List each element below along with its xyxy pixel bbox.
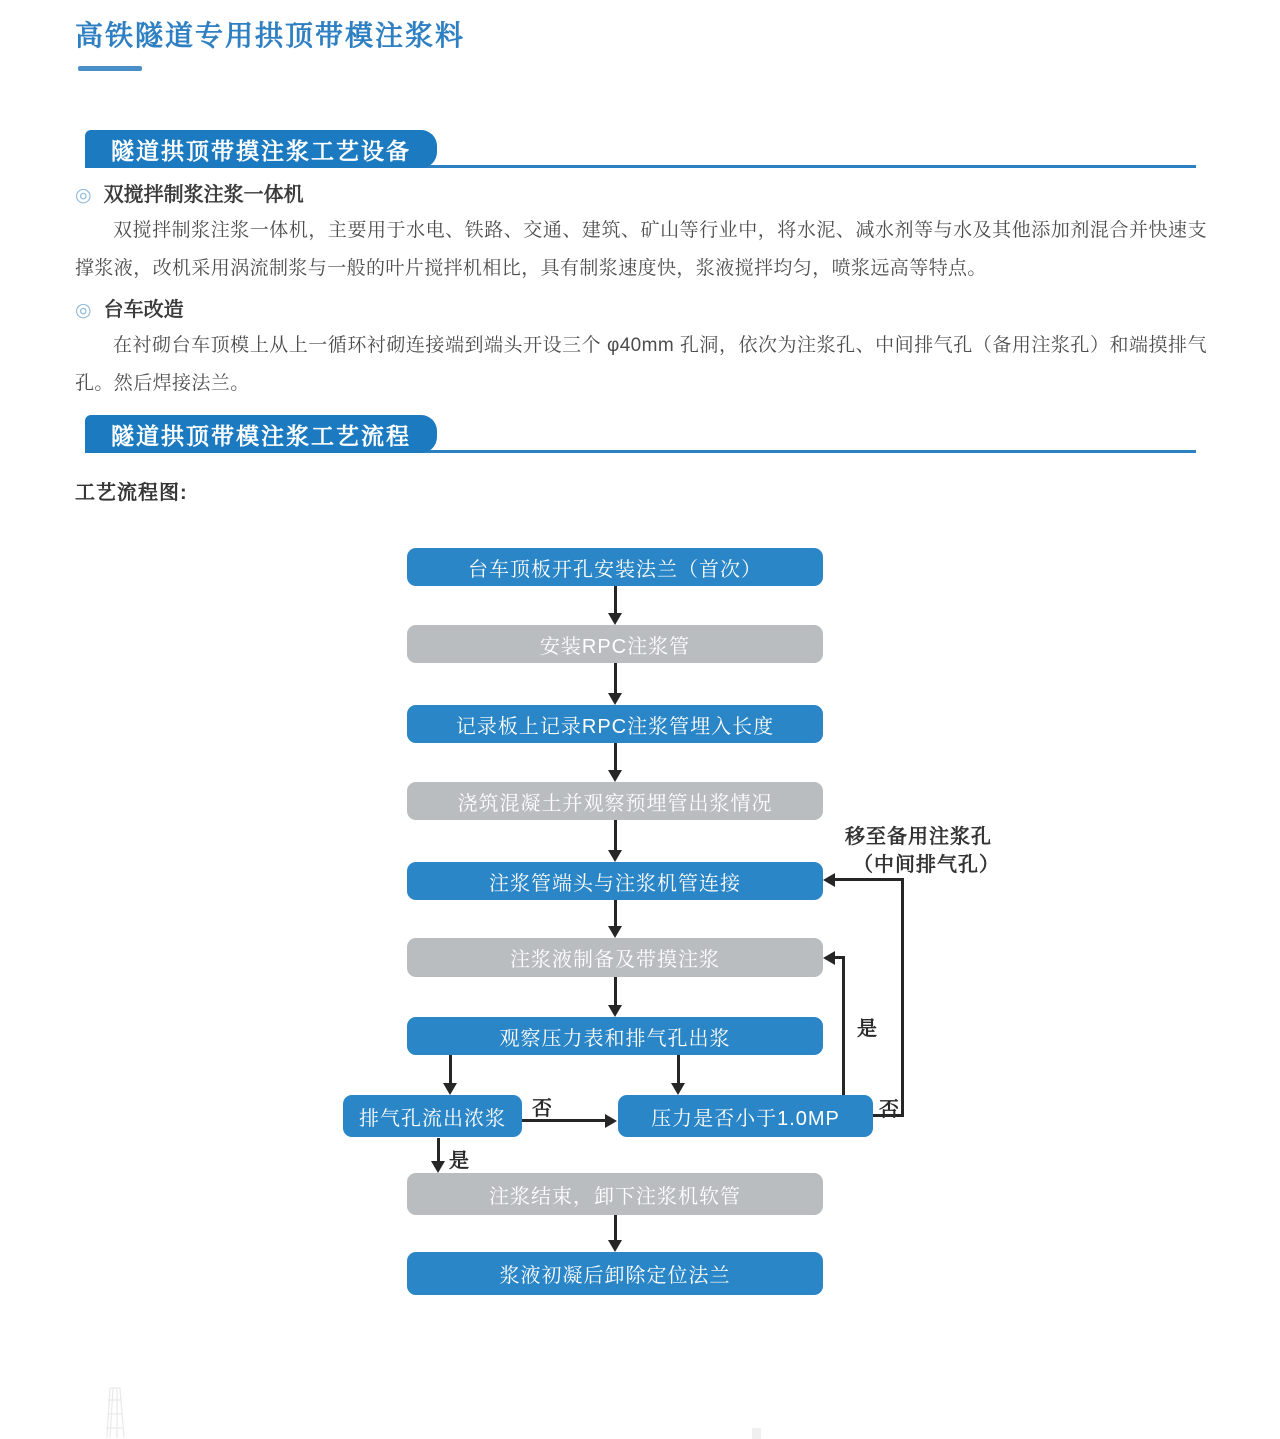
arrow-down [614, 977, 617, 1007]
arrow-left-head [823, 951, 835, 965]
arrow-down-head [443, 1083, 457, 1095]
arrow-down-head [608, 693, 622, 705]
page-title: 高铁隧道专用拱顶带模注浆料 [75, 20, 466, 51]
arrow-down-head [608, 613, 622, 625]
edge-label-no: 否 [532, 1098, 553, 1120]
edge-label-yes-loop: 是 [857, 1018, 878, 1040]
flow-node-prepare-grout: 注浆液制备及带摸注浆 [407, 938, 823, 977]
flow-node-record-length: 记录板上记录RPC注浆管埋入长度 [407, 705, 823, 743]
figure-label: 工艺流程图: [75, 482, 188, 504]
arrow-down [677, 1055, 680, 1085]
arrow-down [614, 586, 617, 615]
flow-node-connect-pipe: 注浆管端头与注浆机管连接 [407, 862, 823, 900]
flow-node-finish-remove-hose: 注浆结束，卸下注浆机软管 [407, 1173, 823, 1215]
flow-node-pressure-check: 压力是否小于1.0MP [618, 1095, 873, 1137]
arrow-left-head [823, 873, 835, 887]
arrow-down [614, 900, 617, 928]
edge-label-no-loop: 否 [879, 1099, 900, 1121]
section-banner-equipment: 隧道拱顶带摸注浆工艺设备 [85, 130, 437, 168]
section-banner-process: 隧道拱顶带模注浆工艺流程 [85, 415, 437, 453]
arrow-down [614, 1215, 617, 1242]
arrow-down-head [671, 1083, 685, 1095]
item-paragraph: 双搅拌制浆注浆一体机，主要用于水电、铁路、交通、建筑、矿山等行业中，将水泥、减水剂等与水及其他添加剂混合并快速支撑浆液，改机采用涡流制浆与一般的叶片搅拌机相比，具有制浆速度快，浆液搅拌均匀，喷浆远高等特点。 [75, 220, 1207, 279]
ring-bullet-icon: ◎ [75, 185, 92, 206]
arrow-down-head [608, 1005, 622, 1017]
ring-bullet-icon: ◎ [75, 300, 92, 321]
flow-node-observe-gauge: 观察压力表和排气孔出浆 [407, 1017, 823, 1055]
loop-annotation-line1: 移至备用注浆孔 [845, 826, 992, 848]
flow-node-remove-flange: 浆液初凝后卸除定位法兰 [407, 1252, 823, 1295]
loop-line [901, 878, 904, 1117]
loop-annotation-line2: （中间排气孔） [853, 854, 1000, 876]
arrow-down [437, 1138, 440, 1163]
edge-label-yes: 是 [449, 1150, 470, 1172]
loop-line [834, 878, 904, 881]
arrow-down [614, 820, 617, 852]
arrow-down-head [608, 1240, 622, 1252]
arrow-down-head [608, 926, 622, 938]
flow-node-install-flange: 台车顶板开孔安装法兰（首次） [407, 548, 823, 586]
item-heading-text: 双搅拌制浆注浆一体机 [103, 184, 304, 206]
flow-node-install-rpc-pipe: 安装RPC注浆管 [407, 625, 823, 663]
loop-line [842, 956, 845, 1095]
item-paragraph: 在衬砌台车顶模上从上一循环衬砌连接端到端头开设三个 φ40mm 孔洞，依次为注浆孔、中间排气孔（备用注浆孔）和端摸排气孔。然后焊接法兰。 [75, 335, 1207, 394]
arrow-down [614, 743, 617, 772]
arrow-down-head [431, 1161, 445, 1173]
arrow-down [614, 663, 617, 695]
loop-line [834, 956, 845, 959]
arrow-down-head [608, 850, 622, 862]
flow-node-vent-thick-grout: 排气孔流出浓浆 [343, 1095, 522, 1137]
arrow-right-head [605, 1114, 617, 1128]
arrow-down [449, 1055, 452, 1085]
flow-node-pour-concrete: 浇筑混凝土并观察预埋管出浆情况 [407, 782, 823, 820]
arrow-down-head [608, 770, 622, 782]
item-heading-text: 台车改造 [103, 299, 184, 321]
